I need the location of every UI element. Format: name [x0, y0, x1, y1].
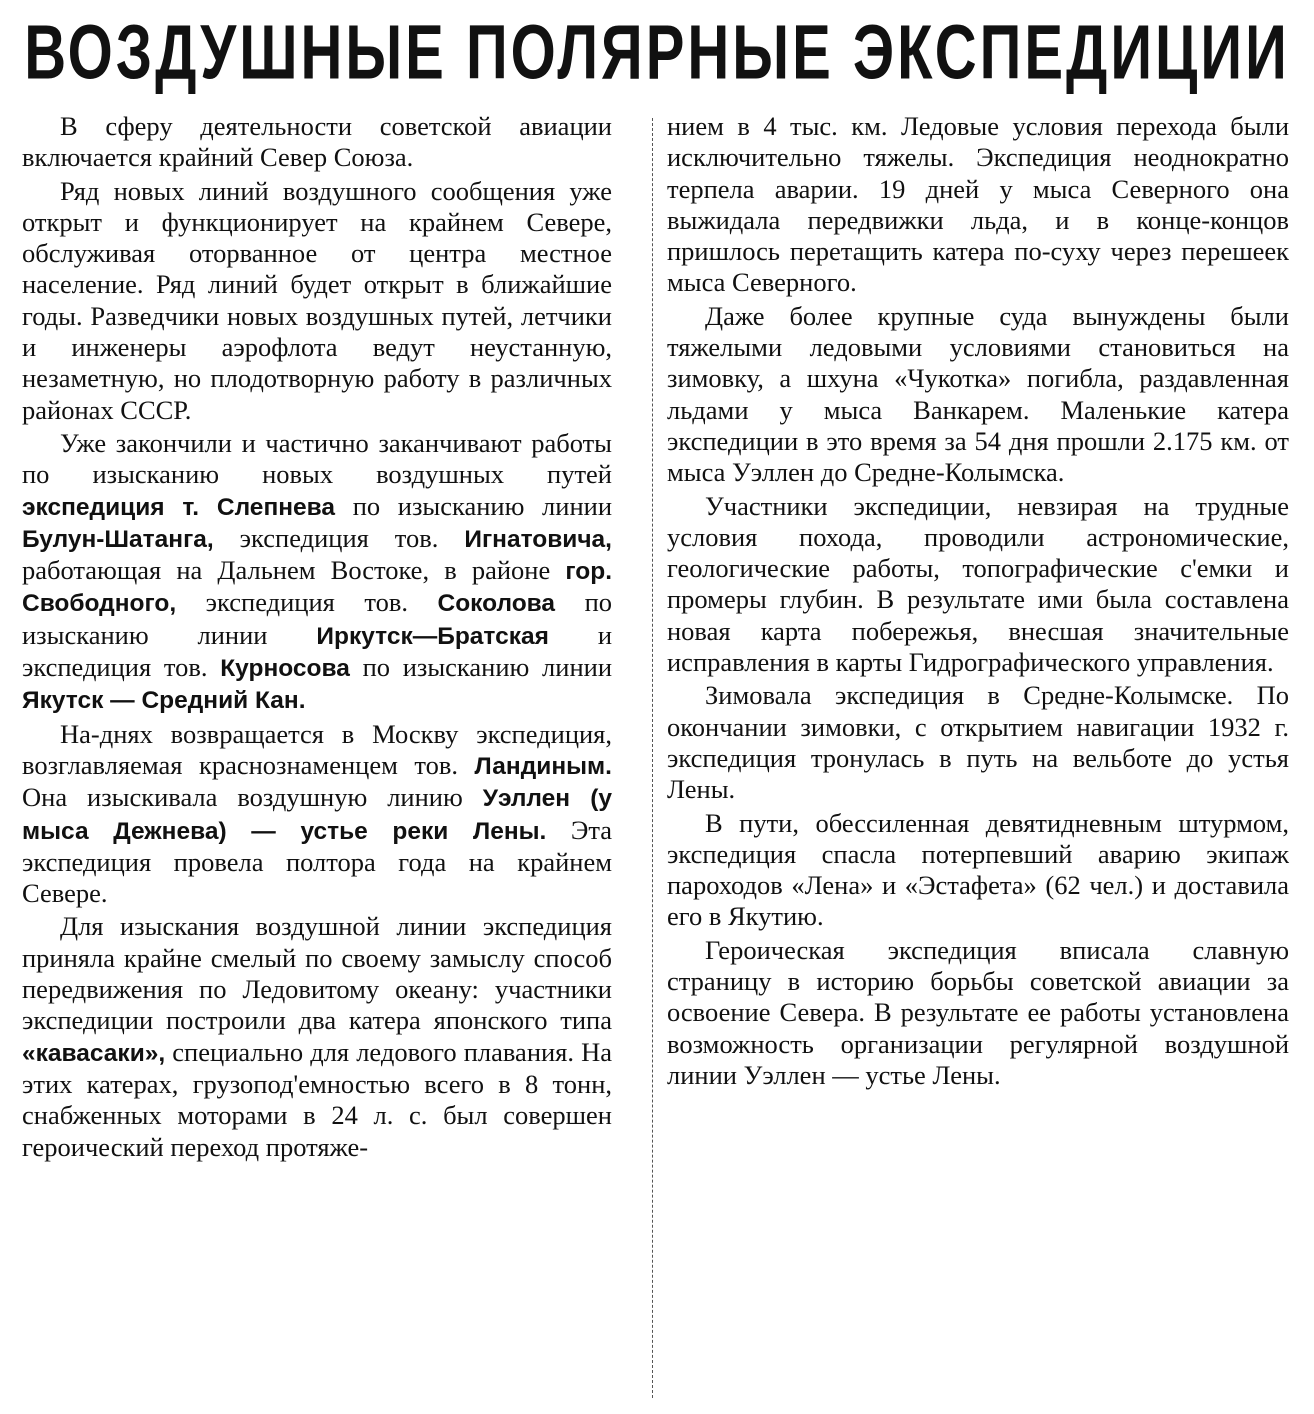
bold-name: Иркутск—Братская: [316, 622, 549, 650]
bold-name: Уэллен (у мыса Дежнева) — устье реки Лены.: [22, 785, 612, 845]
article-headline: ВОЗДУШНЫЕ ПОЛЯРНЫЕ ЭКСПЕДИЦИИ: [24, 10, 1290, 96]
bold-name: Якутск — Средний Кан.: [22, 687, 306, 715]
bold-name: Соколова: [437, 590, 556, 618]
paragraph: Зимовала экспедиция в Средне-Колымске. По окончании зимовки, с открытием навигации 1932 г. экспедиция тронулась в путь на вельботе до устья Лены.: [667, 680, 1289, 805]
paragraph: Даже более крупные суда вынуждены были тяжелыми ледовыми условиями становиться на зимовку, а шхуна «Чукотка» погибла, раздавленная льдами у мыса Ванкарем. Маленькие катера экспедиции в это время за 54 дня прошли 2.175 км. от мыса Уэллен до Средне-Колымска.: [667, 300, 1289, 488]
paragraph: В сферу деятельности советской авиации включается крайний Север Союза.: [22, 111, 612, 173]
bold-name: экспедиция т. Слепнева: [22, 493, 336, 521]
paragraph: Для изыскания воздушной линии экспедиция приняла крайне смелый по своему замыслу способ передвижения по Ледовитому океану: участники экспедиции построили два катера японского типа «кавасаки», специально для ледового плавания. На этих катерах, грузопод'емностью всего в 8 тонн, снабженных моторами в 24 л. с. был совершен героический переход протяже-: [22, 911, 612, 1162]
bold-name: Курносова: [220, 655, 350, 683]
bold-name: Ландиным.: [474, 752, 612, 780]
article-column-left: [22, 111, 612, 1165]
paragraph: Героическая экспедиция вписала славную страницу в историю борьбы советской авиации за освоение Севера. В результате ее работы установлена возможность организации регулярной воздушной линии Уэллен — устье Лены.: [667, 934, 1289, 1090]
column-divider: [652, 118, 653, 1398]
bold-name: гор. Свободного,: [22, 558, 612, 618]
bold-name: «кавасаки»,: [22, 1039, 166, 1067]
paragraph: На-днях возвращается в Москву экспедиция, возглавляемая краснознаменцем тов. Ландиным. Она изыскивала воздушную линию Уэллен (у мыса Дежнева) — устье реки Лены. Эта экспедиция провела полтора года на крайнем Севере.: [22, 718, 612, 909]
bold-name: Игнатовича,: [464, 525, 612, 553]
article-column-right: [667, 111, 1289, 1093]
paragraph: Ряд новых линий воздушного сообщения уже открыт и функционирует на крайнем Севере, обслуживая оторванное от центра местное население. Ряд линий будет открыт в ближайшие годы. Разведчики новых воздушных путей, летчики и инженеры аэрофлота ведут неустанную, незаметную, но плодотворную работу в различных районах СССР.: [22, 175, 612, 425]
paragraph: В пути, обессиленная девятидневным штурмом, экспедиция спасла потерпевший аварию экипаж пароходов «Лена» и «Эстафета» (62 чел.) и доставила его в Якутию.: [667, 807, 1289, 932]
paragraph: Участники экспедиции, невзирая на трудные условия похода, проводили астрономические, геологические работы, топографические с'емки и промеры глубин. В результате ими была составлена новая карта побережья, внесшая значительные исправления в карты Гидрографического управления.: [667, 490, 1289, 678]
paragraph: Уже закончили и частично заканчивают работы по изысканию новых воздушных путей экспедиция т. Слепнева по изысканию линии Булун-Шатанга, экспедиция тов. Игнатовича, работающая на Дальнем Востоке, в районе гор. Свободного, экспедиция тов. Соколова по изысканию линии Иркутск—Братская и экспедиция тов. Курносова по изысканию линии Якутск — Средний Кан.: [22, 427, 613, 715]
bold-name: Булун-Шатанга,: [22, 525, 214, 553]
paragraph: нием в 4 тыс. км. Ледовые условия перехода были исключительно тяжелы. Экспедиция неоднократно терпела аварии. 19 дней у мыса Северного она выжидала передвижки льда, и в конце-концов пришлось перетащить катера по-суху через перешеек мыса Северного.: [667, 111, 1289, 298]
